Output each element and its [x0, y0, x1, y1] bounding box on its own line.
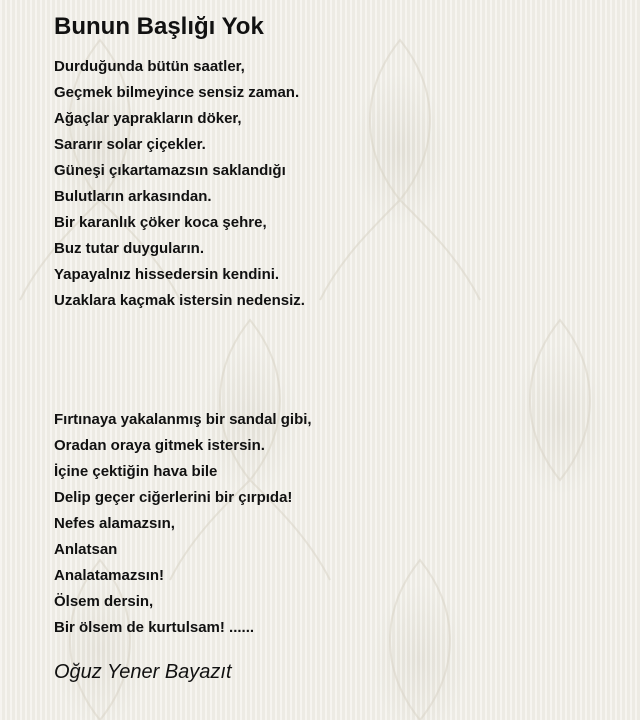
- poem-line: Bir karanlık çöker koca şehre,: [54, 214, 267, 231]
- poem-line: Uzaklara kaçmak istersin nedensiz.: [54, 292, 305, 309]
- poem-line: Anlatsan: [54, 541, 118, 558]
- poem-line: İçine çektiğin hava bile: [54, 463, 218, 480]
- poem-line: Sararır solar çiçekler.: [54, 136, 206, 153]
- poem-line: Analatamazsın!: [54, 567, 165, 584]
- poem-line: Ağaçlar yaprakların döker,: [54, 110, 242, 127]
- poem-line: Güneşi çıkartamazsın saklandığı: [54, 162, 286, 179]
- poem-stanza-2: [54, 407, 614, 641]
- poem-line: Delip geçer ciğerlerini bir çırpıda!: [54, 489, 293, 506]
- poem-line: Bir ölsem de kurtulsam! ......: [54, 619, 255, 636]
- poem-title: Bunun Başlığı Yok: [54, 13, 264, 40]
- poem-line: Fırtınaya yakalanmış bir sandal gibi,: [54, 411, 312, 428]
- poem-line: Oradan oraya gitmek istersin.: [54, 437, 265, 454]
- poem-line: Buz tutar duyguların.: [54, 240, 204, 257]
- poem-line: Geçmek bilmeyince sensiz zaman.: [54, 84, 300, 101]
- poem-line: Bulutların arkasından.: [54, 188, 212, 205]
- poem-line: Ölsem dersin,: [54, 593, 154, 610]
- poem-author: Oğuz Yener Bayazıt: [54, 661, 232, 683]
- poem-page: [54, 12, 614, 686]
- poem-line: Nefes alamazsın,: [54, 515, 175, 532]
- poem-line: Yapayalnız hissedersin kendini.: [54, 266, 280, 283]
- poem-line: Durduğunda bütün saatler,: [54, 58, 245, 75]
- poem-stanza-1: [54, 54, 614, 314]
